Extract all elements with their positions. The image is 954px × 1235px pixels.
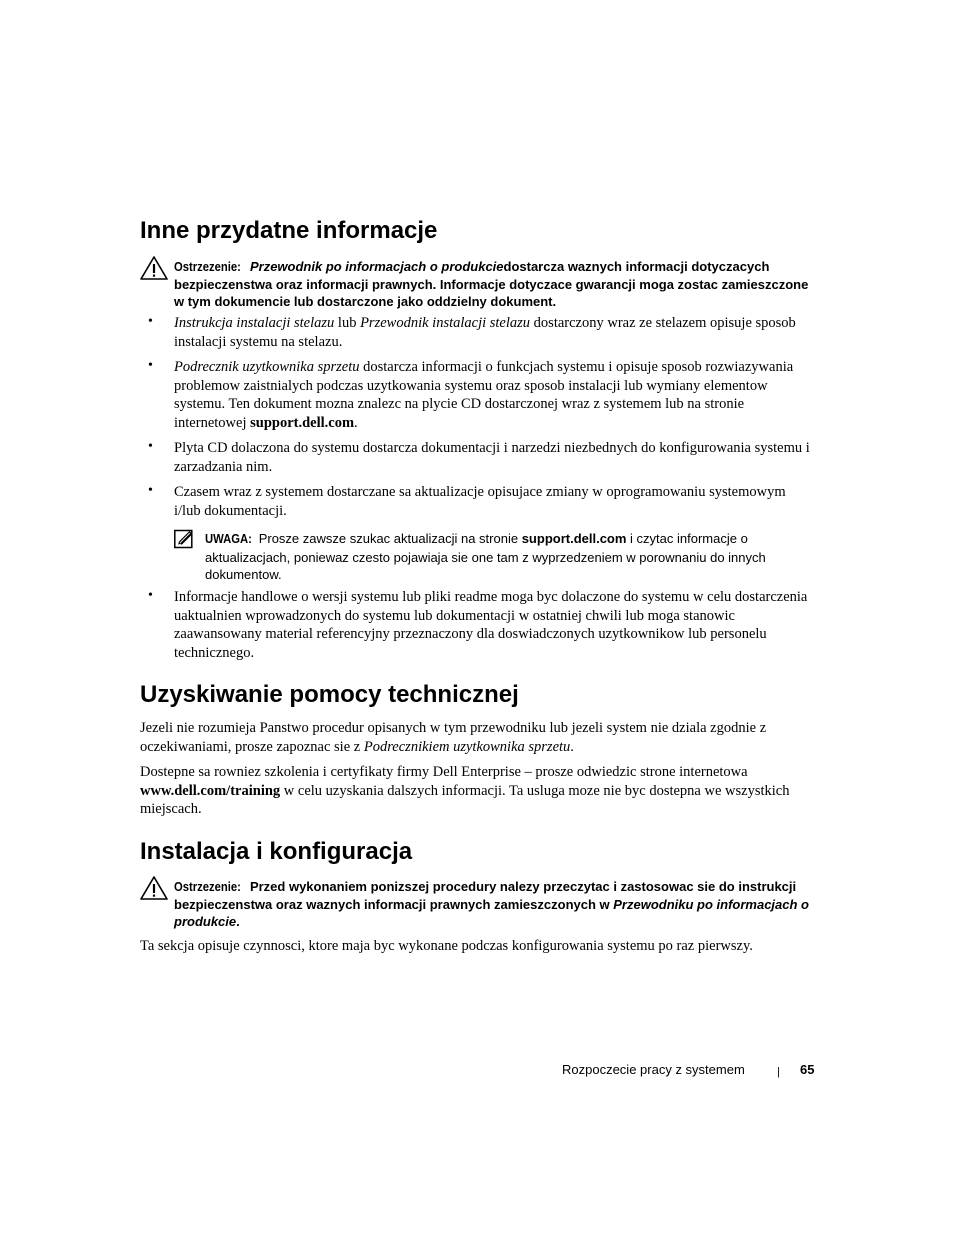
section-heading-other-info: Inne przydatne informacje (140, 217, 438, 244)
warning-body: . (236, 914, 240, 929)
list-item (174, 314, 814, 351)
warning-text (174, 258, 814, 310)
section-heading-install-config: Instalacja i konfiguracja (140, 838, 413, 865)
warning-italic: Przewodniku po informacjach o produkcie (174, 897, 809, 929)
list-item-italic: Przewodnik instalacji stelazu (360, 315, 531, 331)
list-item-italic: Podrecznik uzytkownika sprzetu (174, 359, 360, 375)
paragraph-italic: Podrecznikiem uzytkownika sprzetu (363, 738, 571, 755)
warning-italic: Przewodnik po informacjach o produkcie (249, 259, 504, 274)
footer-separator: | (777, 1066, 780, 1078)
paragraph-text: w celu uzyskania dalszych informacji. Ta usluga moze nie byc dostepna we wszystkich miejscach. (140, 782, 790, 818)
bullet-marker: • (148, 358, 153, 373)
list-item: Plyta CD dolaczona do systemu dostarcza dokumentacji i narzedzi niezbednych do konfigurowania systemu i zarzadzania nim. (174, 440, 810, 475)
paragraph (140, 763, 816, 819)
warning-body: dostarcza waznych informacji dotyczacych bezpieczenstwa oraz informacji prawnych. Informacje dotyczace gwarancji moga zostac zamieszczone w tym dokumencie lub dostarczone jako oddzielny dokument. (174, 259, 809, 309)
note-pencil-icon (174, 529, 194, 549)
paragraph: Ta sekcja opisuje czynnosci, ktore maja byc wykonane podczas konfigurowania systemu po raz pierwszy. (140, 938, 753, 954)
list-item-link-text: support.dell.com (250, 415, 355, 432)
warning-text (174, 878, 814, 930)
note-link-text: support.dell.com (521, 531, 627, 546)
note-body: i czytac informacje o aktualizacjach, poniewaz czesto pojawiaja sie one tam z wyprzedzeniem w porownaniu do innych dokumentow. (205, 531, 766, 582)
paragraph (140, 719, 816, 756)
list-item: Czasem wraz z systemem dostarczane sa aktualizacje opisujace zmiany w oprogramowaniu systemowym i/lub dokumentacji. (174, 484, 786, 519)
list-item-text: lub (334, 315, 361, 331)
paragraph-text: Jezeli nie rozumieja Panstwo procedur opisanych w tym przewodniku lub jezeli system nie dziala zgodnie z oczekiwaniami, prosze zapoznac sie z (140, 720, 767, 755)
footer-title: Rozpoczecie pracy z systemem (562, 1062, 745, 1077)
note-text (205, 530, 813, 584)
bullet-marker: • (148, 439, 153, 454)
list-item (174, 358, 814, 433)
warning-label: Ostrzezenie: (174, 880, 241, 894)
section-heading-tech-support: Uzyskiwanie pomocy technicznej (140, 681, 519, 708)
bullet-marker: • (148, 483, 153, 498)
list-item: Informacje handlowe o wersji systemu lub pliki readme moga byc dolaczone do systemu w celu dostarczenia uaktualnien wprowadzonych do systemu lub dokumentacji w ostatniej chwili lub moga stanowic zaawansowany material referencyjny przeznaczony dla doswiadczonych uzytkownikow lub personelu technicznego. (174, 589, 808, 662)
note-label: UWAGA: (205, 532, 252, 546)
warning-label: Ostrzezenie: (174, 260, 241, 274)
paragraph-link-text: www.dell.com/training (140, 782, 281, 799)
paragraph-text: Dostepne sa rowniez szkolenia i certyfikaty firmy Dell Enterprise – prosze odwiedzic strone internetowa (140, 764, 748, 780)
bullet-marker: • (148, 588, 153, 603)
list-item-text: dostarczony wraz ze stelazem opisuje sposob instalacji systemu na stelazu. (174, 315, 796, 350)
list-item-text: dostarcza informacji o funkcjach systemu i opisuje sposob rozwiazywania problemow zaistnialych podczas uzytkowania systemu oraz sposob instalacji lub wymiany elementow systemu. Ten dokument mozna znalezc na plycie CD dostarczonej wraz z systemem lub na stronie internetowej (174, 359, 794, 432)
paragraph-text: . (570, 738, 574, 755)
page-number: 65 (800, 1062, 815, 1077)
list-item-italic: Instrukcja instalacji stelazu (174, 315, 335, 331)
warning-body: Przed wykonaniem ponizszej procedury nalezy przeczytac i zastosowac sie do instrukcji bezpieczenstwa oraz waznych informacji prawnych zamieszczonych w (174, 879, 797, 912)
note-body: Prosze zawsze szukac aktualizacji na stronie (255, 531, 522, 546)
warning-triangle-icon (140, 256, 168, 280)
bullet-marker: • (148, 314, 153, 329)
list-item-text: . (354, 415, 358, 432)
warning-triangle-icon (140, 876, 168, 900)
